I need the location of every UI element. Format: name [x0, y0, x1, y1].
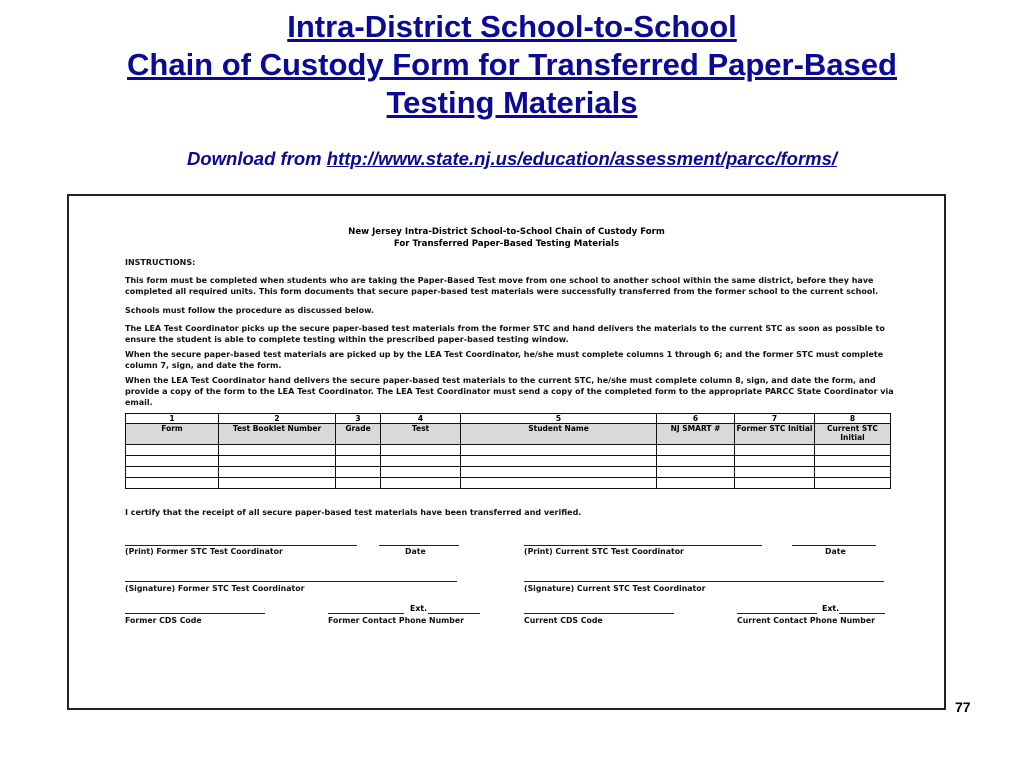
former-ext-label: Ext. [410, 604, 428, 613]
table-row [126, 478, 891, 489]
instructions-paragraph-2: Schools must follow the procedure as discussed below. [125, 306, 375, 315]
instructions-paragraph-1: This form must be completed when students who are taking the Paper-Based Test move from one school to another school within the same district, before they have completed all required units. This form documents that secure paper-based test materials were successfully transferred from the former school to the current school. [125, 276, 879, 296]
current-cds-line [524, 613, 674, 614]
instructions-paragraph-4: When the secure paper-based test materials are picked up by the LEA Test Coordinator, he/she must complete columns 1 through 6; and the former STC must complete column 7, sign, and date the form. [125, 350, 884, 370]
col-header-test: Test [381, 424, 461, 445]
table-row [126, 467, 891, 478]
print-former-line [125, 545, 357, 546]
current-cds-label: Current CDS Code [524, 616, 603, 625]
page-number: 77 [955, 699, 971, 715]
date-current-line [792, 545, 876, 546]
former-cds-line [125, 613, 265, 614]
certify-text: I certify that the receipt of all secure paper-based test materials have been transferred and verified. [125, 508, 582, 517]
column-header-row [126, 424, 891, 445]
current-phone-line [737, 613, 817, 614]
slide-title [0, 8, 1024, 122]
col-number: 5 [461, 414, 657, 424]
table-row [126, 456, 891, 467]
table-row [126, 445, 891, 456]
col-header-current-stc: Current STC Initial [815, 424, 891, 445]
print-current-label: (Print) Current STC Test Coordinator [524, 547, 684, 556]
date-former-label: Date [405, 547, 426, 556]
col-number: 6 [657, 414, 735, 424]
print-former-label: (Print) Former STC Test Coordinator [125, 547, 283, 556]
current-ext-label: Ext. [822, 604, 840, 613]
col-number: 1 [126, 414, 219, 424]
sig-current-label: (Signature) Current STC Test Coordinator [524, 584, 706, 593]
custody-table [125, 413, 891, 489]
former-ext-line [428, 613, 480, 614]
col-header-nj-smart: NJ SMART # [657, 424, 735, 445]
instructions-paragraph-5: When the LEA Test Coordinator hand delivers the secure paper-based test materials to the current STC, he/she must complete column 8, sign, and date the form, and provide a copy of the form to the LEA Test Coordinator. The LEA Test Coordinator must send a copy of the completed form to the appropriate PARCC State Coordinator via email. [125, 376, 894, 407]
print-current-line [524, 545, 762, 546]
current-ext-line [839, 613, 885, 614]
title-line-3: Testing Materials [386, 85, 638, 120]
form-image [67, 194, 946, 710]
title-line-2: Chain of Custody Form for Transferred Paper-Based [127, 47, 897, 82]
col-number: 3 [336, 414, 381, 424]
former-phone-label: Former Contact Phone Number [328, 616, 464, 625]
col-number: 2 [219, 414, 336, 424]
col-header-former-stc: Former STC Initial [735, 424, 815, 445]
form-title-line-2: For Transferred Paper-Based Testing Materials [393, 239, 620, 249]
former-phone-line [328, 613, 404, 614]
col-header-grade: Grade [336, 424, 381, 445]
col-header-booklet: Test Booklet Number [219, 424, 336, 445]
col-header-student-name: Student Name [461, 424, 657, 445]
sig-former-line [125, 581, 457, 582]
sig-former-label: (Signature) Former STC Test Coordinator [125, 584, 305, 593]
title-line-1: Intra-District School-to-School [287, 9, 737, 44]
download-prefix: Download from [186, 148, 327, 169]
download-line [0, 148, 1024, 170]
instructions-heading: INSTRUCTIONS: [125, 258, 196, 267]
column-number-row [126, 414, 891, 424]
sig-current-line [524, 581, 884, 582]
form-title-line-1: New Jersey Intra-District School-to-School Chain of Custody Form [348, 227, 665, 237]
col-number: 4 [381, 414, 461, 424]
download-link[interactable]: http://www.state.nj.us/education/assessment/parcc/forms/ [326, 148, 838, 169]
date-current-label: Date [825, 547, 846, 556]
col-header-form: Form [126, 424, 219, 445]
former-cds-label: Former CDS Code [125, 616, 202, 625]
date-former-line [379, 545, 459, 546]
col-number: 8 [815, 414, 891, 424]
instructions-paragraph-3: The LEA Test Coordinator picks up the secure paper-based test materials from the former STC and hand delivers the materials to the current STC as soon as possible to ensure the student is able to complete testing within the prescribed paper-based testing window. [125, 324, 885, 344]
col-number: 7 [735, 414, 815, 424]
current-phone-label: Current Contact Phone Number [737, 616, 876, 625]
